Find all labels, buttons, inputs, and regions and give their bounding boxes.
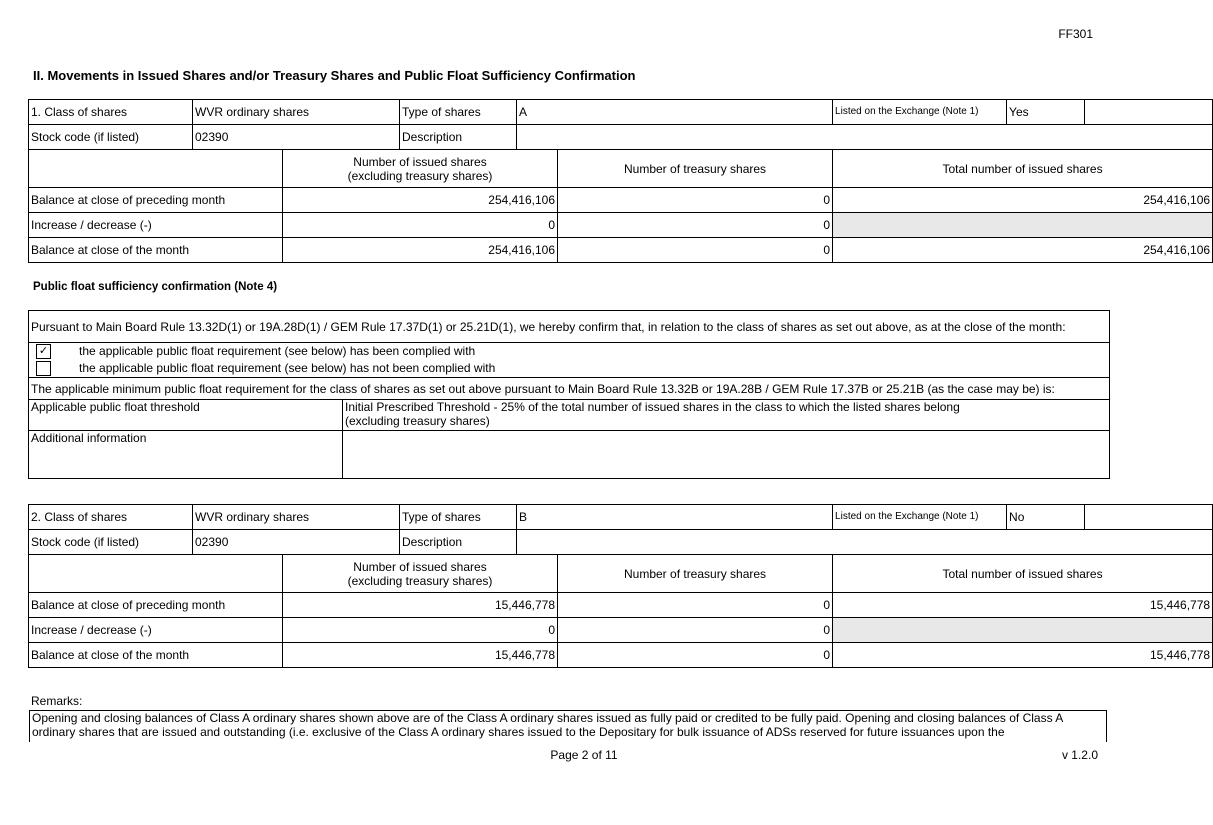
type-value: A (517, 100, 833, 125)
listed-label: Listed on the Exchange (Note 1) (833, 100, 1007, 125)
treasury-value: 0 (558, 213, 833, 238)
row-label: Balance at close of the month (29, 643, 283, 668)
total-value: 254,416,106 (833, 188, 1213, 213)
option-not-complied-row (29, 360, 1110, 378)
remarks-label: Remarks: (31, 694, 83, 708)
description-value (517, 125, 1213, 150)
option-not-complied-label: the applicable public float requirement (see below) has not been complied with (79, 360, 496, 375)
threshold-value: Initial Prescribed Threshold - 25% of the total number of issued shares in the class to which the listed shares belong (excluding treasury shares) (343, 400, 1110, 431)
col-treasury-header: Number of treasury shares (558, 150, 833, 188)
threshold-label: Applicable public float threshold (29, 400, 343, 431)
total-value: 15,446,778 (833, 643, 1213, 668)
header-blank (29, 150, 283, 188)
issued-value: 254,416,106 (283, 238, 558, 263)
treasury-value: 0 (558, 593, 833, 618)
additional-info-value (343, 431, 1110, 479)
section-title: II. Movements in Issued Shares and/or Treasury Shares and Public Float Sufficiency Confirmation (33, 68, 636, 83)
class-value: WVR ordinary shares (193, 100, 400, 125)
row-label: Increase / decrease (-) (29, 618, 283, 643)
listed-spare (1085, 505, 1213, 530)
class-2-table (28, 504, 1213, 668)
listed-value: No (1007, 505, 1085, 530)
issued-value: 254,416,106 (283, 188, 558, 213)
class-1-table (28, 99, 1213, 263)
col-issued-header: Number of issued shares (excluding treasury shares) (283, 555, 558, 593)
treasury-value: 0 (558, 238, 833, 263)
issued-value: 15,446,778 (283, 593, 558, 618)
page-number: Page 2 of 11 (550, 748, 618, 762)
total-value: 15,446,778 (833, 593, 1213, 618)
class-label: 1. Class of shares (29, 100, 193, 125)
version: v 1.2.0 (1061, 748, 1098, 762)
issued-value: 0 (283, 618, 558, 643)
col-total-header: Total number of issued shares (833, 555, 1213, 593)
row-label: Increase / decrease (-) (29, 213, 283, 238)
issued-value: 0 (283, 213, 558, 238)
minimum-requirement: The applicable minimum public float requirement for the class of shares as set out above pursuant to Main Board Rule 13.32B or 19A.28B / GEM Rule 17.37B or 25.21B (as the case may be) is: (29, 378, 1110, 400)
table-row (29, 643, 1213, 668)
col-issued-header: Number of issued shares (excluding treasury shares) (283, 150, 558, 188)
type-value: B (517, 505, 833, 530)
table-row (29, 618, 1213, 643)
row-label: Balance at close of preceding month (29, 188, 283, 213)
description-label: Description (400, 530, 517, 555)
treasury-value: 0 (558, 618, 833, 643)
row-label: Balance at close of preceding month (29, 593, 283, 618)
table-row (29, 593, 1213, 618)
listed-value: Yes (1007, 100, 1085, 125)
listed-spare (1085, 100, 1213, 125)
class-label: 2. Class of shares (29, 505, 193, 530)
option-complied-row (29, 343, 1110, 360)
treasury-value: 0 (558, 643, 833, 668)
table-row (29, 188, 1213, 213)
public-float-table (28, 310, 1110, 479)
stock-code-label: Stock code (if listed) (29, 125, 193, 150)
total-value (833, 213, 1213, 238)
additional-info-label: Additional information (29, 431, 343, 479)
description-label: Description (400, 125, 517, 150)
pf-statement: Pursuant to Main Board Rule 13.32D(1) or 19A.28D(1) / GEM Rule 17.37D(1) or 25.21D(1), we hereby confirm that, in relation to the class of shares as set out above, as at the close of the month: (29, 311, 1110, 343)
stock-code-value: 02390 (193, 530, 400, 555)
stock-code-label: Stock code (if listed) (29, 530, 193, 555)
issued-value: 15,446,778 (283, 643, 558, 668)
listed-label: Listed on the Exchange (Note 1) (833, 505, 1007, 530)
stock-code-value: 02390 (193, 125, 400, 150)
row-label: Balance at close of the month (29, 238, 283, 263)
table-row (29, 238, 1213, 263)
option-complied-label: the applicable public float requirement (see below) has been complied with (79, 343, 476, 358)
remarks-text: Opening and closing balances of Class A ordinary shares shown above are of the Class A ordinary shares issued as fully paid or credited to be fully paid. Opening and closing balances of Class A ordinary shares that are issued and outstanding (i.e. exclusive of the Class A ordinary shares issued to the Depositary for bulk issuance of ADSs reserved for future issuances upon the (29, 710, 1107, 742)
type-label: Type of shares (400, 505, 517, 530)
col-treasury-header: Number of treasury shares (558, 555, 833, 593)
col-total-header: Total number of issued shares (833, 150, 1213, 188)
type-label: Type of shares (400, 100, 517, 125)
total-value: 254,416,106 (833, 238, 1213, 263)
complied-checkbox[interactable]: ✓ (36, 344, 51, 359)
public-float-heading: Public float sufficiency confirmation (Note 4) (33, 281, 278, 293)
not-complied-checkbox[interactable] (36, 361, 51, 376)
header-blank (29, 555, 283, 593)
description-value (517, 530, 1213, 555)
class-value: WVR ordinary shares (193, 505, 400, 530)
total-value (833, 618, 1213, 643)
table-row (29, 213, 1213, 238)
treasury-value: 0 (558, 188, 833, 213)
form-code: FF301 (1058, 27, 1093, 41)
